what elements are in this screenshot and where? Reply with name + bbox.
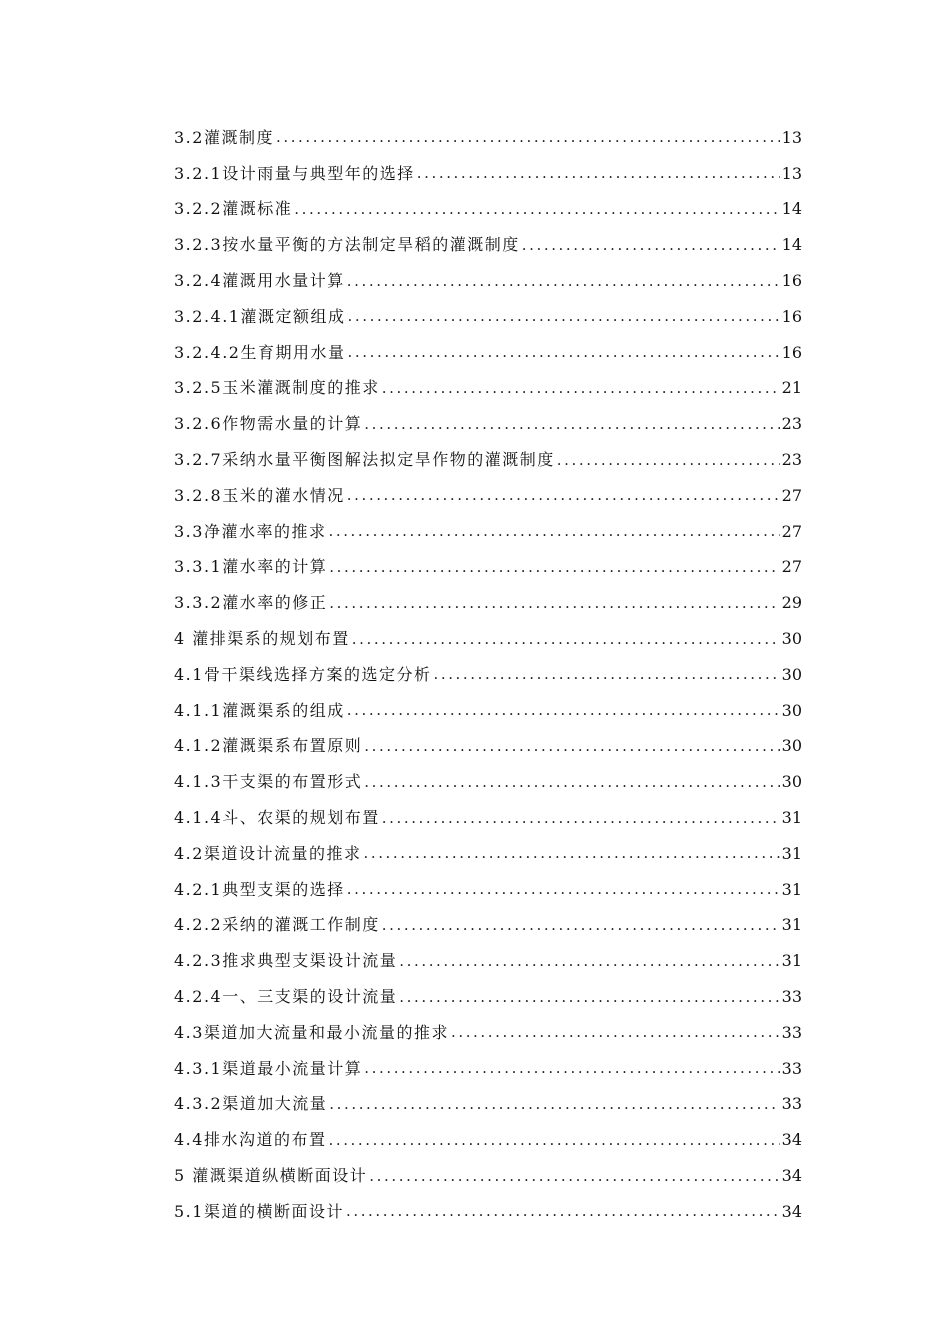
toc-dot-leader — [294, 202, 779, 217]
toc-dot-leader — [352, 632, 780, 647]
toc-entry-title: 3.2灌溉制度 — [174, 127, 274, 147]
toc-entry-page-number: 31 — [781, 843, 802, 863]
toc-entry-title: 3.3.1灌水率的计算 — [174, 557, 328, 577]
toc-entry-title: 4.1.3干支渠的布置形式 — [174, 772, 363, 792]
toc-entry[interactable] — [174, 872, 802, 908]
toc-entry[interactable] — [174, 729, 802, 765]
toc-entry[interactable] — [174, 800, 802, 836]
toc-entry-page-number: 14 — [781, 199, 802, 219]
toc-entry[interactable] — [174, 836, 802, 872]
toc-entry-page-number: 14 — [781, 235, 802, 255]
toc-dot-leader — [399, 990, 779, 1005]
toc-entry-title: 4.1骨干渠线选择方案的选定分析 — [174, 664, 432, 684]
toc-entry-title: 3.2.8玉米的灌水情况 — [174, 485, 345, 505]
toc-entry[interactable] — [174, 979, 802, 1015]
toc-entry[interactable] — [174, 764, 802, 800]
toc-dot-leader — [329, 1097, 779, 1112]
toc-entry[interactable] — [174, 299, 802, 335]
toc-entry-title: 4.2.2采纳的灌溉工作制度 — [174, 915, 380, 935]
toc-entry[interactable] — [174, 1194, 802, 1230]
toc-entry[interactable] — [174, 908, 802, 944]
toc-entry-title: 4.2.1典型支渠的选择 — [174, 879, 345, 899]
toc-entry-title: 3.2.1设计雨量与典型年的选择 — [174, 163, 415, 183]
toc-entry-title: 4.3.1渠道最小流量计算 — [174, 1058, 363, 1078]
toc-entry[interactable] — [174, 1158, 802, 1194]
toc-entry[interactable] — [174, 943, 802, 979]
toc-dot-leader — [329, 560, 779, 575]
toc-dot-leader — [369, 1169, 779, 1184]
toc-entry-page-number: 34 — [781, 1201, 802, 1221]
toc-entry-title: 5 灌溉渠道纵横断面设计 — [174, 1166, 368, 1185]
toc-entry[interactable] — [174, 227, 802, 263]
toc-dot-leader — [382, 811, 780, 826]
toc-entry[interactable] — [174, 263, 802, 299]
toc-dot-leader — [347, 882, 780, 897]
toc-entry-page-number: 13 — [781, 163, 802, 183]
toc-entry-page-number: 33 — [781, 1022, 802, 1042]
toc-entry[interactable] — [174, 478, 802, 514]
toc-entry[interactable] — [174, 371, 802, 407]
toc-entry-title: 4.2.4一、三支渠的设计流量 — [174, 987, 398, 1007]
toc-entry[interactable] — [174, 657, 802, 693]
toc-entry[interactable] — [174, 693, 802, 729]
toc-entry-page-number: 31 — [781, 951, 802, 971]
toc-entry-title: 4 灌排渠系的规划布置 — [174, 629, 350, 649]
toc-entry[interactable] — [174, 442, 802, 478]
toc-entry[interactable] — [174, 406, 802, 442]
toc-dot-leader — [276, 130, 780, 145]
toc-entry[interactable] — [174, 1015, 802, 1051]
toc-entry-title: 4.3.2渠道加大流量 — [174, 1094, 328, 1114]
toc-dot-leader — [347, 488, 780, 503]
toc-dot-leader — [399, 954, 779, 969]
toc-entry[interactable] — [174, 514, 802, 550]
toc-entry-title: 4.2.3推求典型支渠设计流量 — [174, 951, 398, 971]
toc-entry-title: 3.3净灌水率的推求 — [174, 521, 327, 541]
toc-dot-leader — [347, 345, 779, 360]
toc-entry[interactable] — [174, 1087, 802, 1123]
toc-entry[interactable] — [174, 550, 802, 586]
toc-entry-page-number: 34 — [781, 1130, 802, 1150]
toc-dot-leader — [382, 918, 780, 933]
toc-dot-leader — [364, 775, 779, 790]
toc-entry-page-number: 13 — [781, 127, 802, 147]
toc-entry-page-number: 33 — [781, 987, 802, 1007]
toc-entry-title: 4.1.1灌溉渠系的组成 — [174, 700, 345, 720]
toc-entry-page-number: 34 — [781, 1166, 802, 1185]
toc-entry-title: 3.3.2灌水率的修正 — [174, 593, 328, 613]
toc-entry-page-number: 16 — [781, 342, 802, 362]
toc-entry-page-number: 33 — [781, 1058, 802, 1078]
toc-entry-page-number: 30 — [781, 736, 802, 756]
toc-entry-title: 3.2.4灌溉用水量计算 — [174, 271, 345, 291]
toc-entry-page-number: 30 — [781, 629, 802, 649]
toc-dot-leader — [364, 417, 779, 432]
toc-entry[interactable] — [174, 156, 802, 192]
toc-dot-leader — [417, 166, 780, 181]
toc-entry-title: 4.1.4斗、农渠的规划布置 — [174, 808, 380, 828]
toc-entry-page-number: 16 — [781, 271, 802, 291]
toc-dot-leader — [451, 1025, 780, 1040]
toc-entry-title: 5.1渠道的横断面设计 — [174, 1201, 344, 1221]
toc-dot-leader — [433, 667, 779, 682]
toc-entry-title: 3.2.4.2生育期用水量 — [174, 342, 346, 362]
toc-entry-page-number: 27 — [781, 557, 802, 577]
toc-dot-leader — [347, 274, 780, 289]
toc-entry[interactable] — [174, 335, 802, 371]
toc-entry-page-number: 29 — [781, 593, 802, 613]
toc-entry-page-number: 31 — [781, 915, 802, 935]
toc-entry-page-number: 27 — [781, 521, 802, 541]
toc-entry-page-number: 30 — [781, 664, 802, 684]
toc-dot-leader — [364, 739, 779, 754]
toc-entry-title: 3.2.7采纳水量平衡图解法拟定旱作物的灌溉制度 — [174, 450, 555, 470]
toc-entry-page-number: 21 — [781, 378, 802, 398]
toc-entry[interactable] — [174, 120, 802, 156]
toc-dot-leader — [522, 238, 780, 253]
toc-dot-leader — [347, 703, 780, 718]
toc-entry-title: 3.2.6作物需水量的计算 — [174, 414, 363, 434]
toc-entry[interactable] — [174, 585, 802, 621]
toc-entry-title: 4.2渠道设计流量的推求 — [174, 843, 362, 863]
toc-entry-title: 3.2.5玉米灌溉制度的推求 — [174, 378, 380, 398]
toc-entry-page-number: 23 — [781, 414, 802, 434]
toc-entry-page-number: 30 — [781, 700, 802, 720]
toc-dot-leader — [363, 846, 779, 861]
toc-dot-leader — [328, 524, 779, 539]
toc-entry-page-number: 30 — [781, 772, 802, 792]
toc-dot-leader — [329, 596, 779, 611]
toc-entry-page-number: 23 — [781, 450, 802, 470]
toc-dot-leader — [328, 1133, 779, 1148]
toc-dot-leader — [364, 1061, 779, 1076]
toc-dot-leader — [346, 1204, 780, 1219]
toc-entry-title: 4.3渠道加大流量和最小流量的推求 — [174, 1022, 449, 1042]
table-of-contents — [174, 120, 802, 1230]
toc-dot-leader — [557, 453, 780, 468]
toc-entry-title: 3.2.4.1灌溉定额组成 — [174, 306, 346, 326]
toc-dot-leader — [347, 309, 779, 324]
toc-entry-title: 3.2.2灌溉标准 — [174, 199, 293, 219]
toc-entry[interactable] — [174, 192, 802, 228]
toc-entry-page-number: 27 — [781, 485, 802, 505]
toc-entry-page-number: 31 — [781, 808, 802, 828]
toc-entry-title: 4.4排水沟道的布置 — [174, 1130, 327, 1150]
toc-entry-title: 3.2.3按水量平衡的方法制定旱稻的灌溉制度 — [174, 235, 520, 255]
toc-entry[interactable] — [174, 1122, 802, 1158]
toc-dot-leader — [382, 381, 780, 396]
toc-entry-page-number: 16 — [781, 306, 802, 326]
toc-entry[interactable] — [174, 1051, 802, 1087]
toc-entry-page-number: 33 — [781, 1094, 802, 1114]
toc-entry-title: 4.1.2灌溉渠系布置原则 — [174, 736, 363, 756]
toc-entry[interactable] — [174, 621, 802, 657]
toc-entry-page-number: 31 — [781, 879, 802, 899]
